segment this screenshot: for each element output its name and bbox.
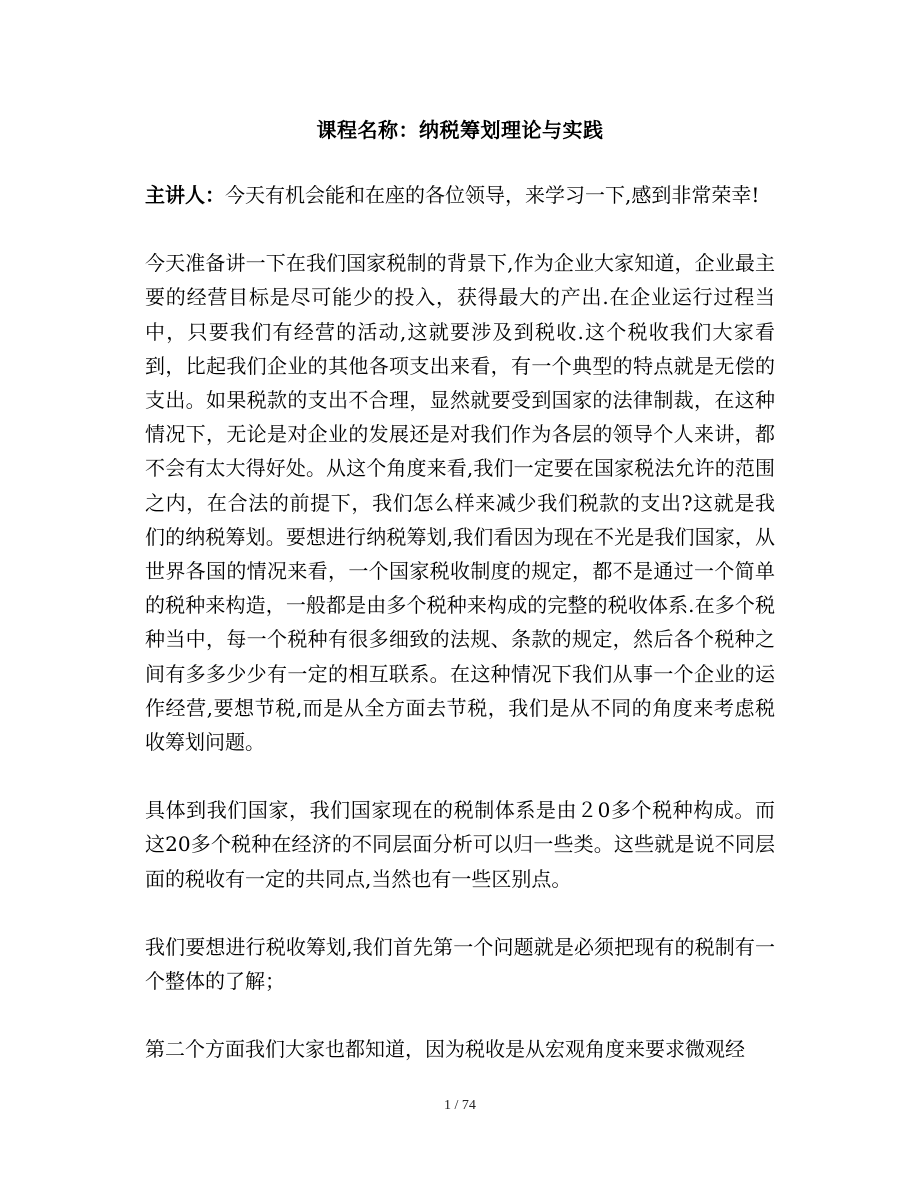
speaker-text: 今天有机会能和在座的各位领导，来学习一下,感到非常荣幸!: [225, 183, 760, 207]
page-number: 1 / 74: [444, 1098, 476, 1113]
speaker-paragraph: [145, 178, 775, 212]
document-title: 课程名称：纳税筹划理论与实践: [316, 118, 604, 142]
body-paragraph-4: 第二个方面我们大家也都知道，因为税收是从宏观角度来要求微观经: [145, 1037, 745, 1062]
body-paragraph-3: 我们要想进行税收筹划,我们首先第一个问题就是必须把现有的税制有一个整体的了解；: [145, 934, 775, 994]
document-body: [145, 178, 775, 1100]
speaker-label: 主讲人：: [145, 183, 225, 207]
body-paragraph-2: 具体到我们国家，我们国家现在的税制体系是由２0多个税种构成。而这20多个税种在经济的不同层面分析可以归一些类。这些就是说不同层面的税收有一定的共同点,当然也有一些区别点。: [145, 798, 775, 891]
body-paragraph-1: 今天准备讲一下在我们国家税制的背景下,作为企业大家知道，企业最主要的经营目标是尽可能少的投入，获得最大的产出.在企业运行过程当中，只要我们有经营的活动,这就要涉及到税收.这个税收我们大家看到，比起我们企业的其他各项支出来看，有一个典型的特点就是无偿的支出。如果税款的支出不合理，显然就要受到国家的法律制裁，在这种情况下，无论是对企业的发展还是对我们作为各层的领导个人来讲，都不会有太大得好处。从这个角度来看,我们一定要在国家税法允许的范围之内，在合法的前提下，我们怎么样来减少我们税款的支出?这就是我们的纳税筹划。要想进行纳税筹划,我们看因为现在不光是我们国家，从世界各国的情况来看，一个国家税收制度的规定，都不是通过一个简单的税种来构造，一般都是由多个税种来构成的完整的税收体系.在多个税种当中，每一个税种有很多细致的法规、条款的规定，然后各个税种之间有多多少少有一定的相互联系。在这种情况下我们从事一个企业的运作经营,要想节税,而是从全方面去节税，我们是从不同的角度来考虑税收筹划问题。: [145, 251, 775, 755]
